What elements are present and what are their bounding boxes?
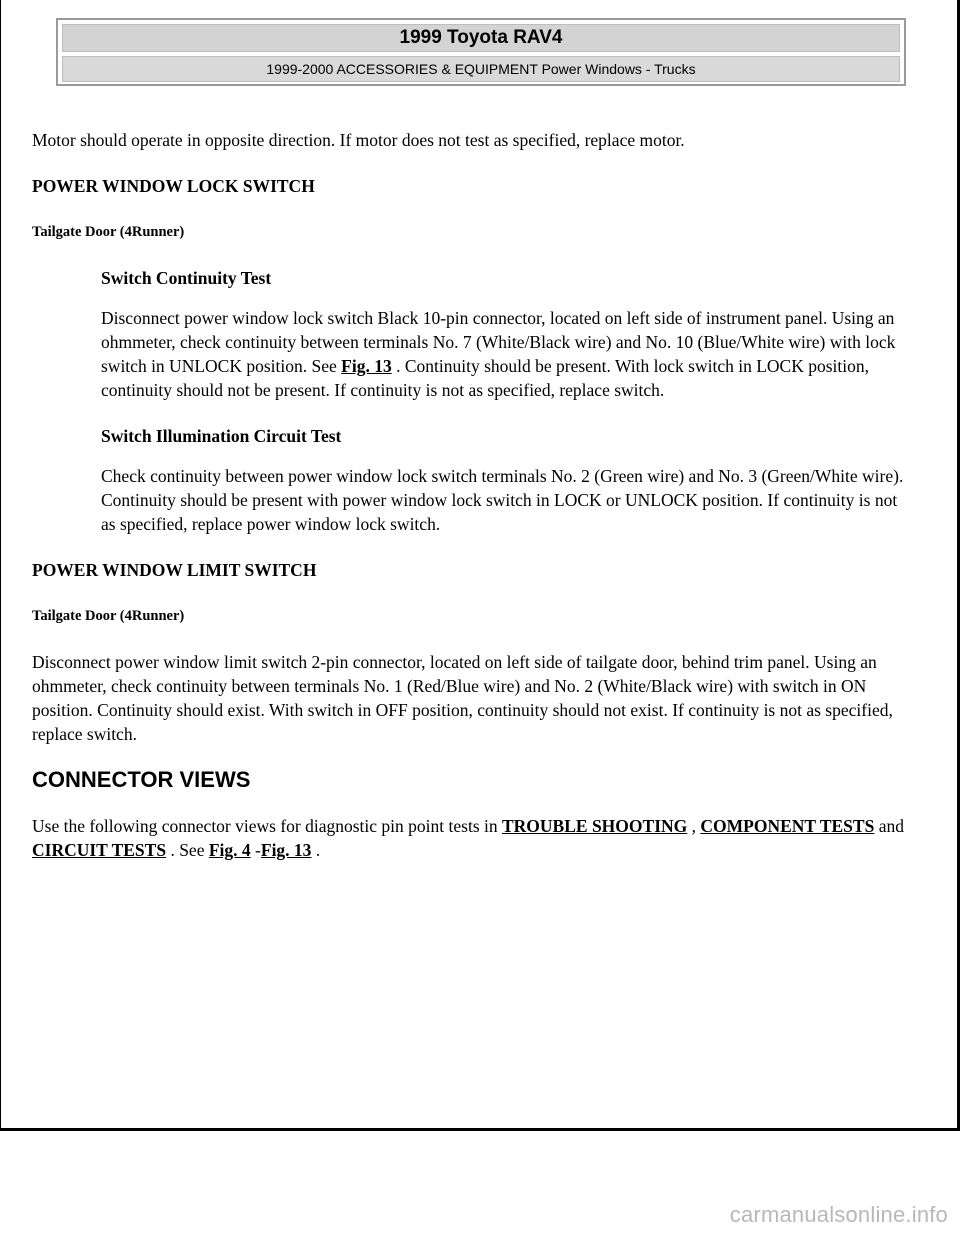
component-tests-link[interactable]: COMPONENT TESTS: [700, 816, 875, 836]
connector-text-1: Use the following connector views for diagnostic pin point tests in: [32, 816, 502, 836]
connector-sep-3: . See: [166, 840, 209, 860]
fig-13-link-2[interactable]: Fig. 13: [260, 840, 312, 860]
header-subtitle: 1999-2000 ACCESSORIES & EQUIPMENT Power Windows - Trucks: [62, 56, 900, 82]
circuit-tests-link[interactable]: CIRCUIT TESTS: [32, 840, 167, 860]
lock-switch-heading: POWER WINDOW LOCK SWITCH: [32, 176, 315, 196]
illumination-test-heading: Switch Illumination Circuit Test: [101, 426, 342, 446]
page-header: [56, 18, 906, 86]
connector-sep-5: .: [311, 840, 321, 860]
intro-paragraph: Motor should operate in opposite direction. If motor does not test as specified, replace motor.: [32, 130, 685, 150]
illumination-test-paragraph: Check continuity between power window lock switch terminals No. 2 (Green wire) and No. 3 (Green/White wire). Continuity should be present with power window lock switch in LOCK or UNLOCK position. If continuity is not as specified, replace power window lock switch.: [101, 466, 904, 534]
limit-switch-paragraph: Disconnect power window limit switch 2-pin connector, located on left side of tailgate door, behind trim panel. Using an ohmmeter, check continuity between terminals No. 1 (Red/Blue wire) and No. 2 (White/Black wire) with switch in ON position. Continuity should exist. With switch in OFF position, continuity should not exist. If continuity is not as specified, replace switch.: [32, 652, 893, 744]
continuity-text-1: Disconnect power window lock switch Black 10-pin connector, located on left side of instrument panel. Using an ohmmeter, check continuity between terminals No. 7 (White/Black wire) and No. 10 (Blue/White wire) with lock switch in UNLOCK position. See: [101, 308, 896, 376]
trouble-shooting-link[interactable]: TROUBLE SHOOTING: [502, 816, 688, 836]
connector-sep-1: ,: [687, 816, 701, 836]
connector-sep-4: -: [250, 840, 261, 860]
continuity-test-paragraph: [101, 306, 912, 402]
continuity-text-2: . Continuity should be present. With lock switch in LOCK position, continuity should not be present. If continuity is not as specified, replace switch.: [101, 356, 869, 400]
limit-switch-heading: POWER WINDOW LIMIT SWITCH: [32, 560, 317, 580]
page-left-rule: [0, 0, 1, 1128]
connector-sep-2: and: [874, 816, 904, 836]
lock-switch-subheading: Tailgate Door (4Runner): [32, 224, 185, 240]
fig-13-link[interactable]: Fig. 13: [341, 356, 392, 376]
document-body: [32, 128, 912, 862]
lock-switch-section: [32, 266, 912, 536]
limit-switch-subheading: Tailgate Door (4Runner): [32, 608, 185, 624]
continuity-test-heading: Switch Continuity Test: [101, 268, 272, 288]
watermark: carmanualsonline.info: [729, 1202, 948, 1227]
connector-views-paragraph: [32, 814, 912, 862]
fig-4-link[interactable]: Fig. 4: [208, 840, 251, 860]
connector-views-heading: CONNECTOR VIEWS: [32, 767, 251, 792]
header-title: 1999 Toyota RAV4: [62, 24, 900, 52]
